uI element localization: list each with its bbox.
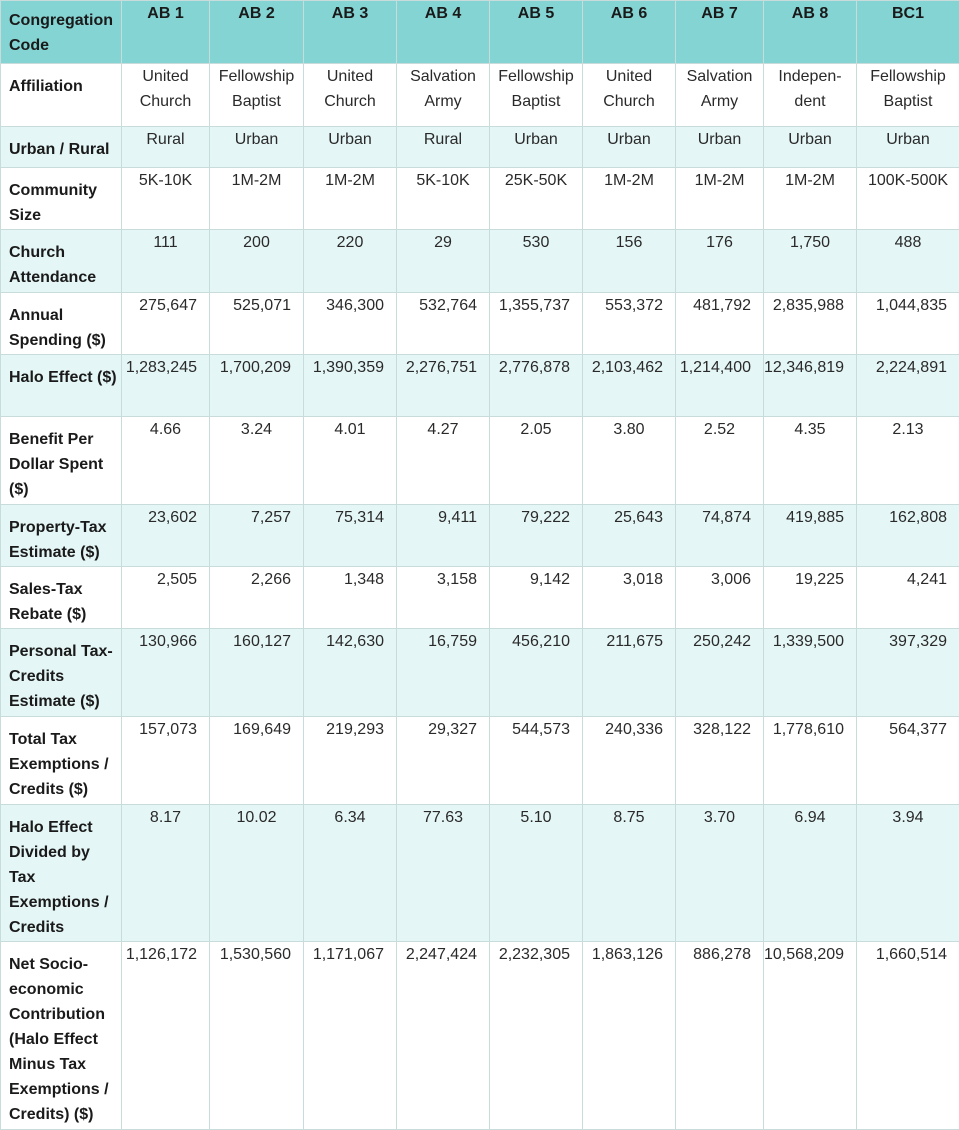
table-cell: 1,044,835 [857, 293, 959, 355]
table-cell: 2.52 [676, 417, 764, 505]
table-cell: 220 [304, 230, 397, 293]
table-cell: 1,283,245 [122, 355, 210, 417]
table-cell: 1M-2M [764, 168, 857, 230]
table-cell: 157,073 [122, 717, 210, 805]
table-cell: 2.13 [857, 417, 959, 505]
table-cell: 4.35 [764, 417, 857, 505]
table-cell: 488 [857, 230, 959, 293]
table-cell: 9,142 [490, 567, 583, 629]
table-cell: 275,647 [122, 293, 210, 355]
table-cell: Fellowship Baptist [490, 64, 583, 127]
table-cell: 8.75 [583, 805, 676, 942]
table-cell: 564,377 [857, 717, 959, 805]
table-cell: 3,158 [397, 567, 490, 629]
table-cell: 75,314 [304, 505, 397, 567]
row-label: Halo Effect ($) [1, 355, 122, 417]
table-cell: 1,530,560 [210, 942, 304, 1130]
table-cell: 250,242 [676, 629, 764, 717]
table-cell: 4.01 [304, 417, 397, 505]
table-cell: 156 [583, 230, 676, 293]
row-label: Church Attendance [1, 230, 122, 293]
table-cell: United Church [583, 64, 676, 127]
table-cell: 3,018 [583, 567, 676, 629]
table-cell: 346,300 [304, 293, 397, 355]
table-row-annual-spending [1, 293, 959, 355]
row-label: Personal Tax-Credits Estimate ($) [1, 629, 122, 717]
table-cell: Fellowship Baptist [857, 64, 959, 127]
table-cell: 1,778,610 [764, 717, 857, 805]
table-cell: Urban [210, 127, 304, 168]
table-cell: 16,759 [397, 629, 490, 717]
column-header: BC1 [857, 1, 959, 64]
table-row-urban-rural [1, 127, 959, 168]
column-header: AB 4 [397, 1, 490, 64]
table-cell: 1,390,359 [304, 355, 397, 417]
column-header: AB 2 [210, 1, 304, 64]
table-cell: 886,278 [676, 942, 764, 1130]
table-cell: 19,225 [764, 567, 857, 629]
table-cell: 481,792 [676, 293, 764, 355]
column-header: AB 7 [676, 1, 764, 64]
table-cell: 79,222 [490, 505, 583, 567]
table-row-affiliation [1, 64, 959, 127]
table-cell: 2,224,891 [857, 355, 959, 417]
table-cell: 1,355,737 [490, 293, 583, 355]
row-label: Community Size [1, 168, 122, 230]
table-cell: 10,568,209 [764, 942, 857, 1130]
table-cell: 7,257 [210, 505, 304, 567]
table-cell: 1,171,067 [304, 942, 397, 1130]
table-cell: 1,750 [764, 230, 857, 293]
table-cell: Rural [397, 127, 490, 168]
table-cell: Urban [583, 127, 676, 168]
table-row-total-tax-exemptions [1, 717, 959, 805]
table-cell: 5.10 [490, 805, 583, 942]
table-cell: 1,660,514 [857, 942, 959, 1130]
table-cell: 4.66 [122, 417, 210, 505]
column-header: AB 8 [764, 1, 857, 64]
table-row-community-size [1, 168, 959, 230]
table-cell: 456,210 [490, 629, 583, 717]
column-header: AB 6 [583, 1, 676, 64]
table-cell: Urban [676, 127, 764, 168]
table-row-halo-divided-by-tax [1, 805, 959, 942]
table-cell: 23,602 [122, 505, 210, 567]
table-cell: Salvation Army [676, 64, 764, 127]
table-cell: 553,372 [583, 293, 676, 355]
column-header: AB 1 [122, 1, 210, 64]
table-row-halo-effect [1, 355, 959, 417]
table-cell: United Church [122, 64, 210, 127]
table-cell: 1,348 [304, 567, 397, 629]
row-label: Halo Effect Divided by Tax Exemptions / Credits [1, 805, 122, 942]
table-cell: 2,835,988 [764, 293, 857, 355]
table-cell: 142,630 [304, 629, 397, 717]
table-cell: 160,127 [210, 629, 304, 717]
table-cell: 111 [122, 230, 210, 293]
table-cell: 328,122 [676, 717, 764, 805]
table-cell: Rural [122, 127, 210, 168]
table-cell: 25K-50K [490, 168, 583, 230]
table-cell: 4.27 [397, 417, 490, 505]
table-cell: Urban [490, 127, 583, 168]
table-cell: 9,411 [397, 505, 490, 567]
row-label: Total Tax Exemptions / Credits ($) [1, 717, 122, 805]
table-cell: 544,573 [490, 717, 583, 805]
table-cell: 8.17 [122, 805, 210, 942]
table-cell: 3,006 [676, 567, 764, 629]
row-label: Affiliation [1, 64, 122, 127]
table-cell: Urban [304, 127, 397, 168]
row-label: Net Socio-economic Contribution (Halo Effect Minus Tax Exemptions / Credits) ($) [1, 942, 122, 1130]
table-row-net-socio-economic [1, 942, 959, 1130]
table-cell: 211,675 [583, 629, 676, 717]
table-cell: 5K-10K [122, 168, 210, 230]
table-cell: 162,808 [857, 505, 959, 567]
table-cell: 3.70 [676, 805, 764, 942]
table-cell: Salvation Army [397, 64, 490, 127]
table-cell: 2.05 [490, 417, 583, 505]
row-label: Benefit Per Dollar Spent ($) [1, 417, 122, 505]
table-cell: Indepen-dent [764, 64, 857, 127]
table-cell: 29 [397, 230, 490, 293]
table-cell: 4,241 [857, 567, 959, 629]
table-row-property-tax [1, 505, 959, 567]
table-cell: 200 [210, 230, 304, 293]
table-cell: 219,293 [304, 717, 397, 805]
table-cell: 530 [490, 230, 583, 293]
table-cell: Urban [764, 127, 857, 168]
table-cell: 100K-500K [857, 168, 959, 230]
table-cell: 2,232,305 [490, 942, 583, 1130]
table-cell: 5K-10K [397, 168, 490, 230]
table-cell: 2,103,462 [583, 355, 676, 417]
table-cell: 25,643 [583, 505, 676, 567]
table-cell: Urban [857, 127, 959, 168]
table-cell: 240,336 [583, 717, 676, 805]
table-row-benefit-per-dollar [1, 417, 959, 505]
table-row-personal-tax-credits [1, 629, 959, 717]
table-cell: 1,339,500 [764, 629, 857, 717]
table-row-sales-tax-rebate [1, 567, 959, 629]
table-body [1, 64, 959, 1130]
table-cell: 2,505 [122, 567, 210, 629]
table-cell: 1,863,126 [583, 942, 676, 1130]
table-header [1, 1, 959, 64]
table-cell: 1,126,172 [122, 942, 210, 1130]
table-cell: 532,764 [397, 293, 490, 355]
table-cell: 169,649 [210, 717, 304, 805]
row-label: Urban / Rural [1, 127, 122, 168]
column-header: AB 5 [490, 1, 583, 64]
table-cell: 130,966 [122, 629, 210, 717]
table-cell: 74,874 [676, 505, 764, 567]
row-label: Property-Tax Estimate ($) [1, 505, 122, 567]
table-cell: 176 [676, 230, 764, 293]
row-label: Sales-Tax Rebate ($) [1, 567, 122, 629]
table-cell: 10.02 [210, 805, 304, 942]
table-cell: 3.80 [583, 417, 676, 505]
table-cell: 12,346,819 [764, 355, 857, 417]
column-header: AB 3 [304, 1, 397, 64]
table-cell: 1,214,400 [676, 355, 764, 417]
table-cell: 3.94 [857, 805, 959, 942]
table-cell: 29,327 [397, 717, 490, 805]
header-corner-label: Congregation Code [1, 1, 122, 64]
table-cell: Fellowship Baptist [210, 64, 304, 127]
table-cell: 1,700,209 [210, 355, 304, 417]
table-cell: 6.94 [764, 805, 857, 942]
table-cell: 525,071 [210, 293, 304, 355]
table-cell: 1M-2M [304, 168, 397, 230]
table-cell: 1M-2M [676, 168, 764, 230]
table-cell: 6.34 [304, 805, 397, 942]
table-cell: 2,276,751 [397, 355, 490, 417]
table-cell: 2,266 [210, 567, 304, 629]
table-cell: 77.63 [397, 805, 490, 942]
table-cell: 2,776,878 [490, 355, 583, 417]
table-row-church-attendance [1, 230, 959, 293]
row-label: Annual Spending ($) [1, 293, 122, 355]
table-cell: 1M-2M [583, 168, 676, 230]
table-cell: United Church [304, 64, 397, 127]
table-cell: 1M-2M [210, 168, 304, 230]
table-cell: 397,329 [857, 629, 959, 717]
table-cell: 2,247,424 [397, 942, 490, 1130]
table-cell: 3.24 [210, 417, 304, 505]
table-cell: 419,885 [764, 505, 857, 567]
